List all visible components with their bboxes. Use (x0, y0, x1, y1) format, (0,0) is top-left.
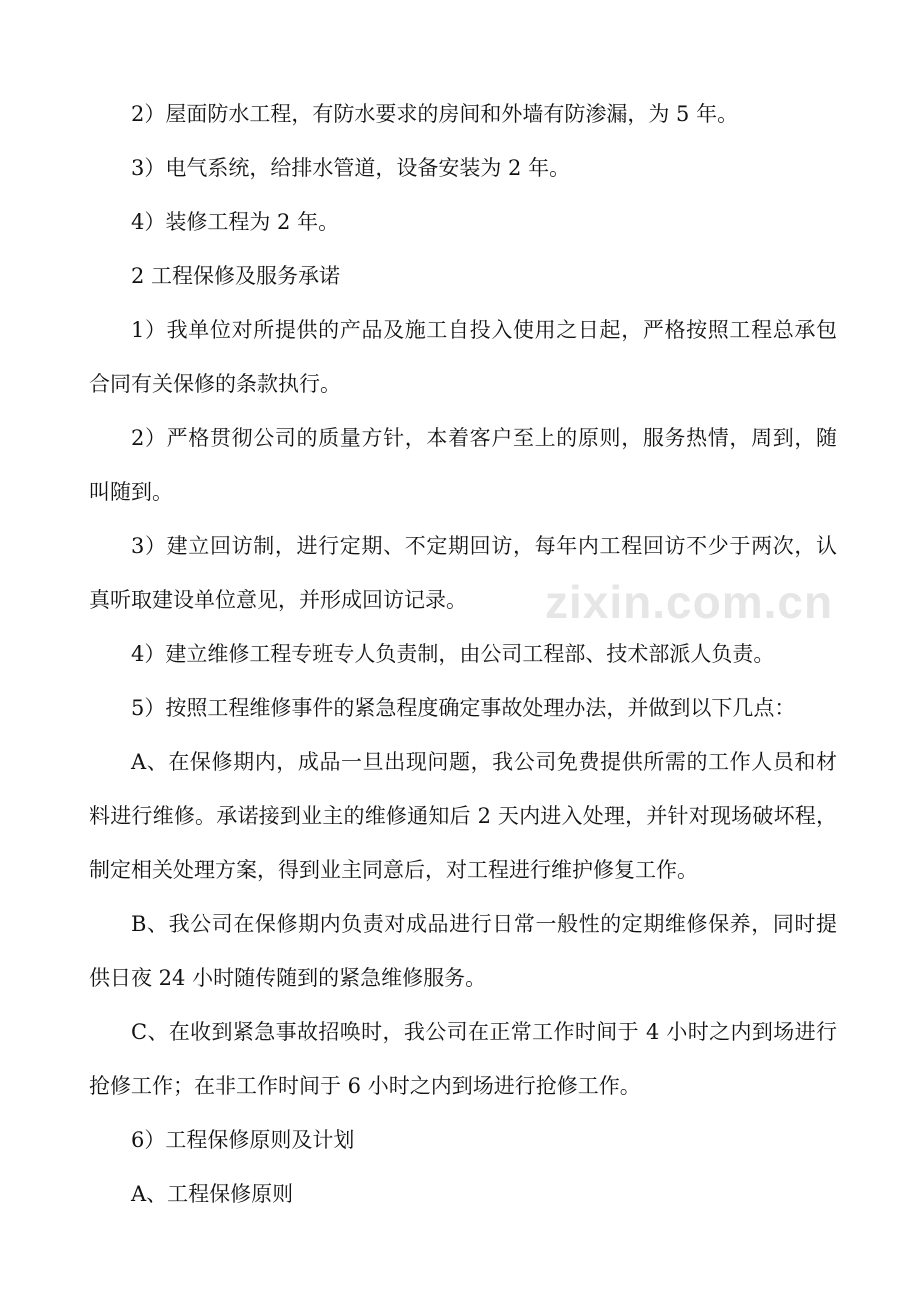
document-body (89, 87, 837, 1221)
paragraph-contract-terms: 1）我单位对所提供的产品及施工自投入使用之日起，严格按照工程总承包合同有关保修的条款执行。 (89, 318, 837, 396)
paragraph-decoration: 4）装修工程为 2 年。 (131, 210, 340, 234)
section-heading-warranty-commitment: 2 工程保修及服务承诺 (131, 264, 341, 288)
paragraph-maintenance-team: 4）建立维修工程专班专人负责制，由公司工程部、技术部派人负责。 (131, 642, 775, 666)
paragraph-electrical-plumbing: 3）电气系统，给排水管道，设备安装为 2 年。 (131, 156, 571, 180)
watermark-text: zixin.com.cn (545, 576, 834, 628)
paragraph-item-a: A、在保修期内，成品一旦出现问题，我公司免费提供所需的工作人员和材料进行维修。承诺接到业主的维修通知后 2 天内进入处理，并针对现场破坏程，制定相关处理方案，得到业主同意后，对工程进行维护修复工作。 (89, 750, 837, 882)
paragraph-return-visits: 3）建立回访制，进行定期、不定期回访，每年内工程回访不少于两次，认真听取建设单位意见，并形成回访记录。 (89, 534, 837, 612)
paragraph-warranty-principles: A、工程保修原则 (131, 1182, 294, 1206)
paragraph-warranty-plan: 6）工程保修原则及计划 (131, 1128, 355, 1152)
paragraph-quality-policy: 2）严格贯彻公司的质量方针，本着客户至上的原则，服务热情，周到，随叫随到。 (89, 426, 837, 504)
paragraph-item-b: B、我公司在保修期内负责对成品进行日常一般性的定期维修保养，同时提供日夜 24 小时随传随到的紧急维修服务。 (89, 912, 837, 990)
paragraph-emergency-handling: 5）按照工程维修事件的紧急程度确定事故处理办法，并做到以下几点： (131, 696, 796, 720)
paragraph-roof-waterproofing: 2）屋面防水工程，有防水要求的房间和外墙有防渗漏，为 5 年。 (131, 102, 739, 126)
paragraph-item-c: C、在收到紧急事故招唤时，我公司在正常工作时间于 4 小时之内到场进行抢修工作；在非工作时间于 6 小时之内到场进行抢修工作。 (89, 1020, 837, 1098)
